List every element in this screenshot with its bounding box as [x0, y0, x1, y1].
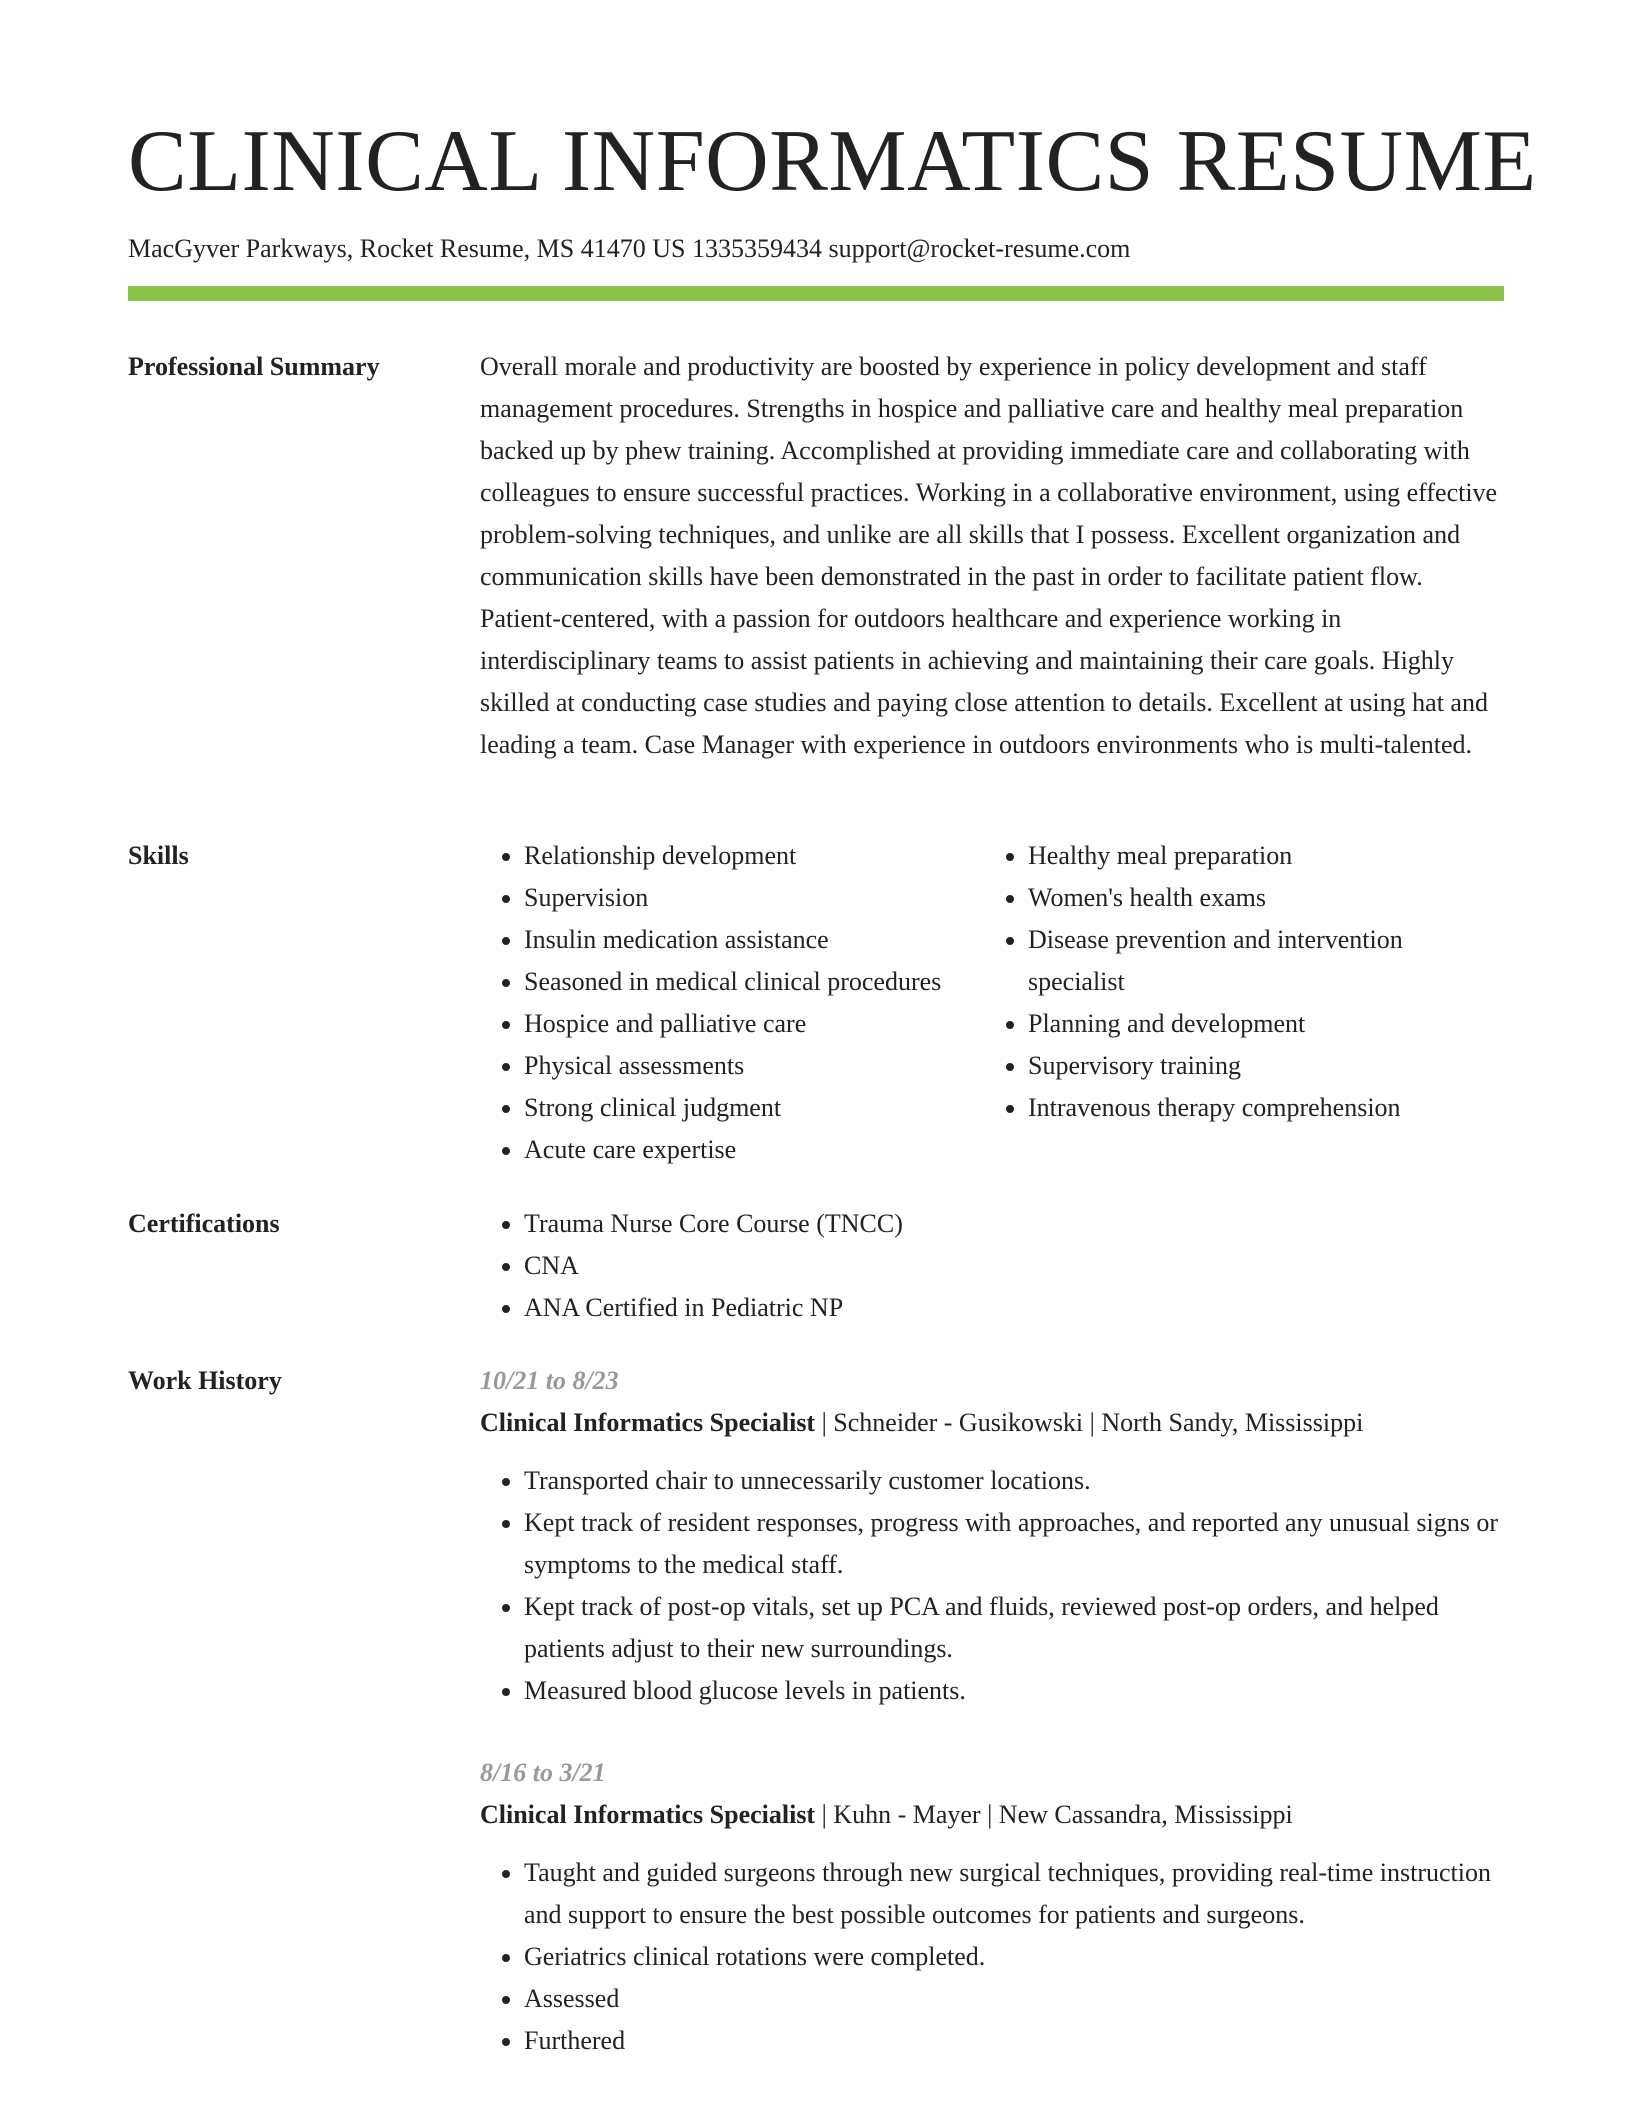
summary-body — [480, 346, 1504, 766]
skill-item: • Healthy meal preparation — [1028, 835, 1488, 877]
skill-item: • Supervisory training — [1028, 1045, 1488, 1087]
skill-item: • Insulin medication assistance — [524, 919, 984, 961]
skill-item: • Supervision — [524, 877, 984, 919]
skill-item: • Relationship development — [524, 835, 984, 877]
summary-label: Professional Summary — [128, 352, 380, 381]
job-details: | Schneider - Gusikowski | North Sandy, Mississippi — [815, 1408, 1364, 1437]
skill-item: • Seasoned in medical clinical procedures — [524, 961, 984, 1003]
job-header — [480, 1402, 1504, 1444]
job-entry — [480, 1360, 1504, 1712]
certification-item: • CNA — [524, 1245, 1504, 1287]
job-bullet: • Transported chair to unnecessarily customer locations. — [524, 1460, 1504, 1502]
job-bullet: • Geriatrics clinical rotations were completed. — [524, 1936, 1504, 1978]
job-entry — [480, 1752, 1504, 2062]
skills-body — [480, 835, 1504, 1171]
skills-list-right — [984, 835, 1488, 1171]
job-bullet: • Taught and guided surgeons through new surgical techniques, providing real-time instruction and support to ensure the best possible outcomes for patients and surgeons. — [524, 1852, 1504, 1936]
job-header — [480, 1794, 1504, 1836]
job-bullet: • Kept track of resident responses, progress with approaches, and reported any unusual signs or symptoms to the medical staff. — [524, 1502, 1504, 1586]
skill-item: • Strong clinical judgment — [524, 1087, 984, 1129]
contact-info: MacGyver Parkways, Rocket Resume, MS 41470 US 1335359434 support@rocket-resume.com — [128, 234, 1131, 263]
certifications-list — [480, 1203, 1504, 1329]
skill-item: • Women's health exams — [1028, 877, 1488, 919]
job-bullet: • Furthered — [524, 2020, 1504, 2062]
job-bullets — [480, 1852, 1504, 2062]
skill-item: • Acute care expertise — [524, 1129, 984, 1171]
skills-list-left — [480, 835, 984, 1171]
certification-item: • Trauma Nurse Core Course (TNCC) — [524, 1203, 1504, 1245]
job-title: Clinical Informatics Specialist — [480, 1408, 816, 1437]
skill-item: • Hospice and palliative care — [524, 1003, 984, 1045]
job-bullet: • Assessed — [524, 1978, 1504, 2020]
resume-title: CLINICAL INFORMATICS RESUME — [128, 113, 1537, 210]
job-details: | Kuhn - Mayer | New Cassandra, Mississippi — [815, 1800, 1293, 1829]
skills-label: Skills — [128, 841, 189, 870]
job-dates: 8/16 to 3/21 — [480, 1758, 606, 1787]
certification-item: • ANA Certified in Pediatric NP — [524, 1287, 1504, 1329]
job-bullet: • Kept track of post-op vitals, set up PCA and fluids, reviewed post-op orders, and helped patients adjust to their new surroundings. — [524, 1586, 1504, 1670]
skill-item: • Intravenous therapy comprehension — [1028, 1087, 1488, 1129]
work-history-label: Work History — [128, 1366, 282, 1395]
job-title: Clinical Informatics Specialist — [480, 1800, 816, 1829]
summary-text: Overall morale and productivity are boosted by experience in policy development and staff management procedures. Strengths in hospice and palliative care and healthy meal preparation backed up by phew training. Accomplished at providing immediate care and collaborating with colleagues to ensure successful practices. Working in a collaborative environment, using effective problem-solving techniques, and unlike are all skills that I possess. Excellent organization and communication skills have been demonstrated in the past in order to facilitate patient flow. Patient-centered, with a passion for outdoors healthcare and experience working in interdisciplinary teams to assist patients in achieving and maintaining their care goals. Highly skilled at conducting case studies and paying close attention to details. Excellent at using hat and leading a team. Case Manager with experience in outdoors environments who is multi-talented. — [480, 352, 1498, 759]
header-divider — [128, 286, 1504, 301]
certifications-label: Certifications — [128, 1209, 280, 1238]
job-bullet: • Measured blood glucose levels in patients. — [524, 1670, 1504, 1712]
work-history-body — [480, 1360, 1504, 2062]
job-dates: 10/21 to 8/23 — [480, 1366, 619, 1395]
job-bullets — [480, 1460, 1504, 1712]
certifications-body — [480, 1203, 1504, 1329]
skill-item: • Disease prevention and intervention specialist — [1028, 919, 1488, 1003]
skill-item: • Planning and development — [1028, 1003, 1488, 1045]
skill-item: • Physical assessments — [524, 1045, 984, 1087]
